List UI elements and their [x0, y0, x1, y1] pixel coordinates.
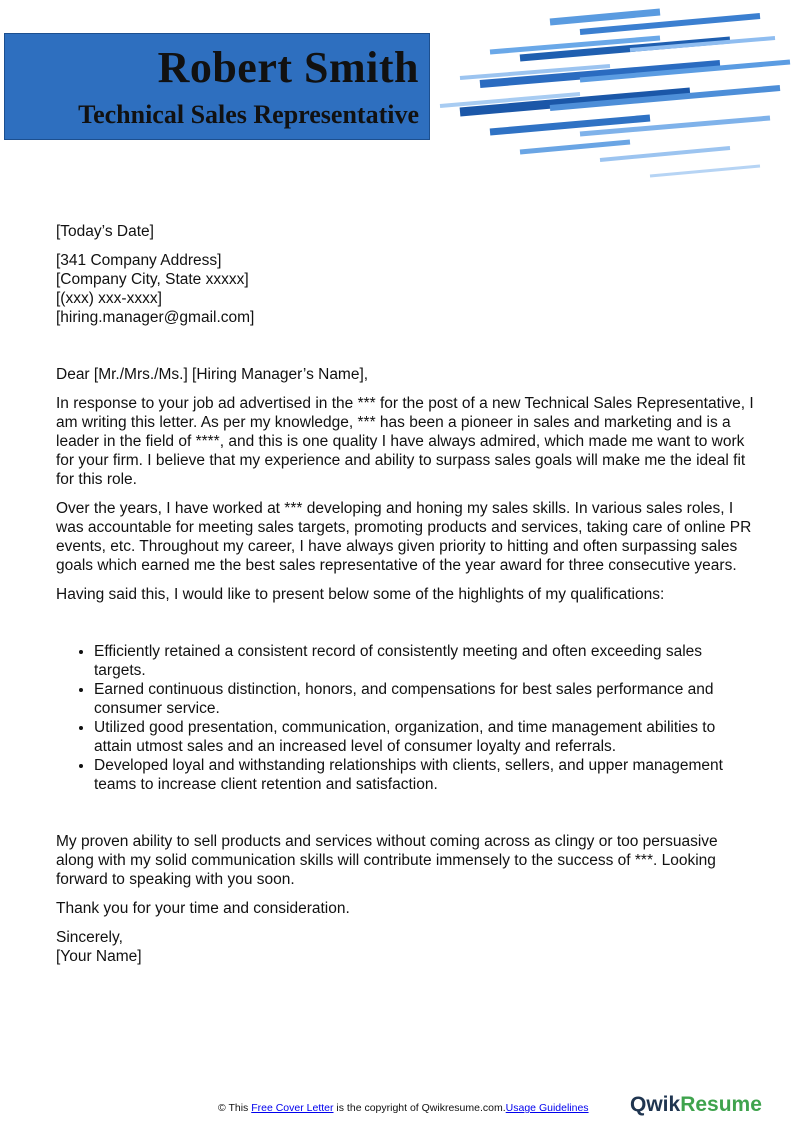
paragraph: In response to your job ad advertised in the *** for the post of a new Technical Sales Representative, I am writing this letter. As per my knowledge, *** has been a pioneer in sales and marketing and is a leader in the field of ****, and this is one quality I have always admired, which made me want to work for your firm. I believe that my experience and ability to surpass sales goals will make me the ideal fit for this role.	[56, 395, 754, 488]
address-line: [341 Company Address]	[56, 252, 222, 269]
sign-off: Sincerely,	[56, 929, 123, 946]
logo-part-qwik: Qwik	[630, 1093, 681, 1116]
letter-date: [Today’s Date]	[56, 223, 154, 240]
free-cover-letter-link[interactable]: Free Cover Letter	[251, 1102, 334, 1114]
job-title: Technical Sales Representative	[78, 100, 419, 129]
list-item: • Earned continuous distinction, honors, and compensations for best sales performance and consumer service.	[94, 680, 756, 718]
qwikresume-logo	[630, 1093, 762, 1117]
highlights-list	[56, 642, 756, 794]
list-item: • Efficiently retained a consistent record of consistently meeting and often exceeding sales targets.	[94, 642, 756, 680]
signature: [Your Name]	[56, 948, 142, 965]
header-banner	[4, 33, 430, 140]
paragraph: Having said this, I would like to present below some of the highlights of my qualifications:	[56, 586, 665, 603]
footer-middle: is the copyright of Qwikresume.com.	[333, 1102, 506, 1114]
closing-paragraph: My proven ability to sell products and services without coming across as clingy or too persuasive along with my solid communication skills will contribute immensely to the success of ***. Looking forward to speaking with you soon.	[56, 833, 718, 888]
logo-part-resume: Resume	[680, 1093, 762, 1116]
address-line: [(xxx) xxx-xxxx]	[56, 290, 162, 307]
paragraph: Over the years, I have worked at *** developing and honing my sales skills. In various sales roles, I was accountable for meeting sales targets, promoting products and services, taking care of online PR events, etc. Throughout my career, I have always given priority to hitting and often surpassing sales goals which earned me the best sales representative of the year award for three consecutive years.	[56, 500, 752, 574]
footer-prefix: © This	[218, 1102, 252, 1114]
list-item: • Developed loyal and withstanding relationships with clients, sellers, and upper management teams to increase client retention and satisfaction.	[94, 756, 756, 794]
copyright-footer	[218, 1102, 589, 1114]
decorative-stripes-icon	[430, 0, 800, 185]
applicant-name: Robert Smith	[157, 43, 419, 92]
list-item: • Utilized good presentation, communication, organization, and time management abilities to attain utmost sales and an increased level of consumer loyalty and referrals.	[94, 718, 756, 756]
usage-guidelines-link[interactable]: Usage Guidelines	[505, 1102, 589, 1114]
letter-body	[56, 222, 756, 966]
address-line: [hiring.manager@gmail.com]	[56, 309, 255, 326]
address-line: [Company City, State xxxxx]	[56, 271, 249, 288]
thanks-line: Thank you for your time and consideration.	[56, 900, 350, 917]
salutation: Dear [Mr./Mrs./Ms.] [Hiring Manager’s Name],	[56, 366, 369, 383]
